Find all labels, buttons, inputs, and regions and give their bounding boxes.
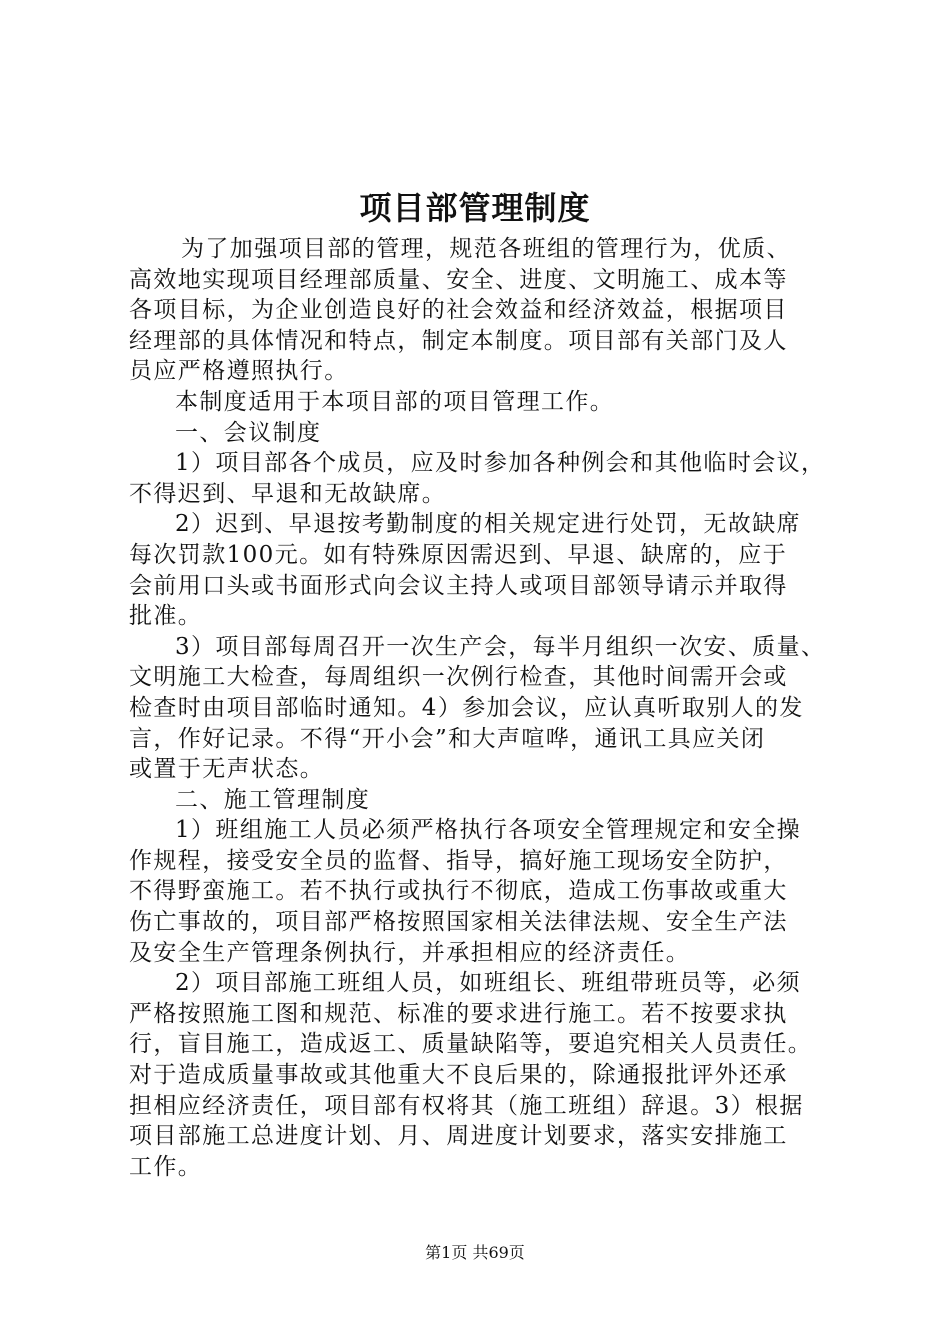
text-line: 或置于无声状态。: [129, 756, 325, 783]
text-line: 员应严格遵照执行。: [129, 358, 349, 385]
text-line: 检查时由项目部临时通知。4）参加会议，应认真听取别人的发: [129, 694, 804, 721]
text-line: 1）项目部各个成员，应及时参加各种例会和其他临时会议，: [175, 450, 826, 477]
text-line: 高效地实现项目经理部质量、安全、进度、文明施工、成本等: [129, 266, 788, 293]
text-line: 3）项目部每周召开一次生产会，每半月组织一次安、质量、: [175, 633, 826, 660]
text-line: 1）班组施工人员必须严格执行各项安全管理规定和安全操: [175, 817, 802, 844]
document-title: 项目部管理制度: [359, 189, 591, 227]
text-line: 为了加强项目部的管理，规范各班组的管理行为，优质、: [181, 236, 791, 262]
text-line: 工作。: [129, 1153, 203, 1180]
section-heading: 一、会议制度: [175, 419, 322, 446]
text-line: 各项目标，为企业创造良好的社会效益和经济效益，根据项目: [129, 297, 788, 324]
text-line: 本制度适用于本项目部的项目管理工作。: [175, 388, 615, 415]
page-footer: 第1页 共69页: [425, 1243, 525, 1262]
text-line: 项目部施工总进度计划、月、周进度计划要求，落实安排施工: [129, 1123, 788, 1150]
text-line: 及安全生产管理条例执行，并承担相应的经济责任。: [129, 939, 691, 966]
text-line: 2）项目部施工班组人员，如班组长、班组带班员等，必须: [175, 970, 802, 997]
text-line: 伤亡事故的，项目部严格按照国家相关法律法规、安全生产法: [129, 909, 788, 936]
text-line: 批准。: [129, 603, 203, 630]
document-body: [129, 234, 834, 1182]
section-heading: 二、施工管理制度: [175, 786, 371, 813]
text-line: 担相应经济责任，项目部有权将其（施工班组）辞退。3）根据: [129, 1092, 804, 1119]
text-line: 严格按照施工图和规范、标准的要求进行施工。若不按要求执: [129, 1000, 788, 1027]
text-line: 文明施工大检查，每周组织一次例行检查，其他时间需开会或: [129, 664, 788, 691]
text-line: 经理部的具体情况和特点，制定本制度。项目部有关部门及人: [129, 327, 788, 354]
text-line: 不得迟到、早退和无故缺席。: [129, 480, 447, 507]
text-line: 2）迟到、早退按考勤制度的相关规定进行处罚，无故缺席: [175, 511, 802, 538]
text-line: 会前用口头或书面形式向会议主持人或项目部领导请示并取得: [129, 572, 788, 599]
text-line: 每次罚款100元。如有特殊原因需迟到、早退、缺席的，应于: [129, 541, 788, 568]
text-line: 对于造成质量事故或其他重大不良后果的，除通报批评外还承: [129, 1062, 788, 1089]
text-line: 作规程，接受安全员的监督、指导，搞好施工现场安全防护，: [129, 847, 788, 874]
text-line: 行，盲目施工，造成返工、质量缺陷等，要追究相关人员责任。: [129, 1031, 813, 1058]
text-line: 言，作好记录。不得“开小会”和大声喧哗，通讯工具应关闭: [129, 725, 766, 752]
text-line: 不得野蛮施工。若不执行或执行不彻底，造成工伤事故或重大: [129, 878, 788, 905]
